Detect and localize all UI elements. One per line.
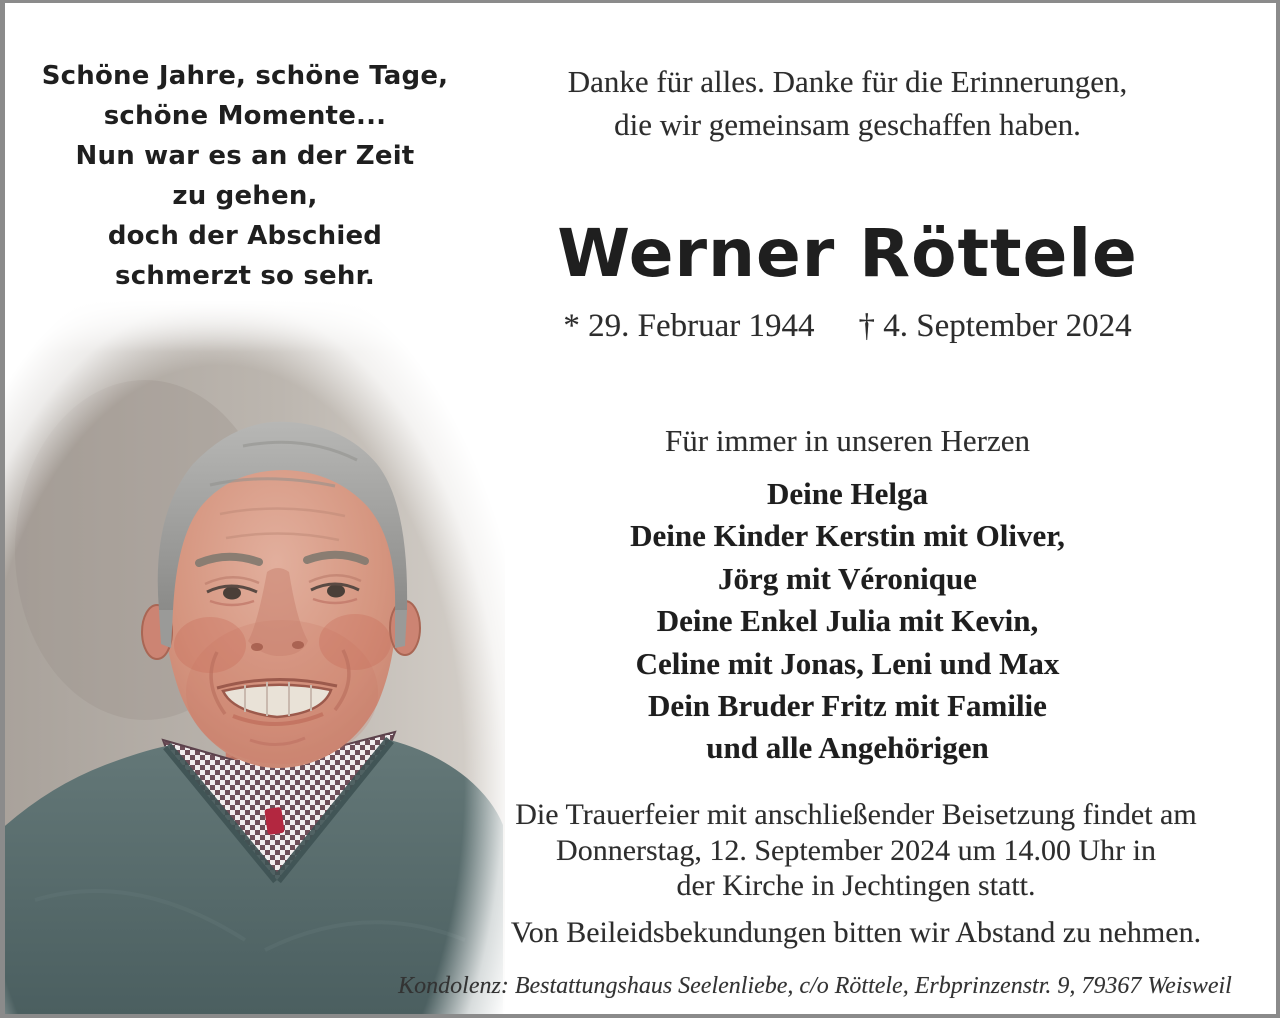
family-line: und alle Angehörigen [706,730,989,766]
service-line: Die Trauerfeier mit anschließender Beisetzung findet am [515,798,1197,831]
thanks-line: die wir gemeinsam geschaffen haben. [614,107,1081,142]
family-line: Deine Helga [767,476,928,511]
poem-line: schmerzt so sehr. [115,261,375,291]
service-info [492,797,1220,904]
poem-line: doch der Abschied [107,221,383,251]
family-line: Jörg mit Véronique [718,560,977,596]
family-line: Deine Enkel Julia mit Kevin, [656,603,1039,639]
portrait-photo [5,300,505,1014]
farewell-poem [40,56,450,296]
life-dates [490,304,1205,348]
family-list [490,473,1205,770]
poem-line: zu gehen, [172,181,318,211]
death-date: † 4. September 2024 [858,308,1132,344]
thanks-line: Danke für alles. Danke für die Erinnerungen, [567,64,1128,99]
condolence-note: Von Beileidsbekundungen bitten wir Abstand zu nehmen. [510,916,1202,949]
poem-line: Nun war es an der Zeit [75,141,415,171]
family-line: Deine Kinder Kerstin mit Oliver, [630,518,1065,554]
obituary-card-inner [5,3,1276,1014]
family-line: Dein Bruder Fritz mit Familie [648,688,1047,724]
poem-line: Schöne Jahre, schöne Tage, [41,61,449,91]
service-line: der Kirche in Jechtingen statt. [676,869,1036,903]
service-line: Donnerstag, 12. September 2024 um 14.00 Uhr in [556,833,1156,867]
portrait-photo-graphic [5,300,505,1014]
thanks-text [490,60,1205,146]
birth-date: * 29. Februar 1944 [563,308,815,344]
poem-line: schöne Momente... [103,101,387,131]
kondolenz-address: Kondolenz: Bestattungshaus Seelenliebe, c/o Röttele, Erbprinzenstr. 9, 79367 Weisweil [398,973,1232,999]
dedication-text: Für immer in unseren Herzen [665,423,1030,458]
photo-vignette [5,300,505,1014]
family-line: Celine mit Jonas, Leni und Max [635,645,1060,681]
deceased-name: Werner Röttele [557,215,1138,292]
